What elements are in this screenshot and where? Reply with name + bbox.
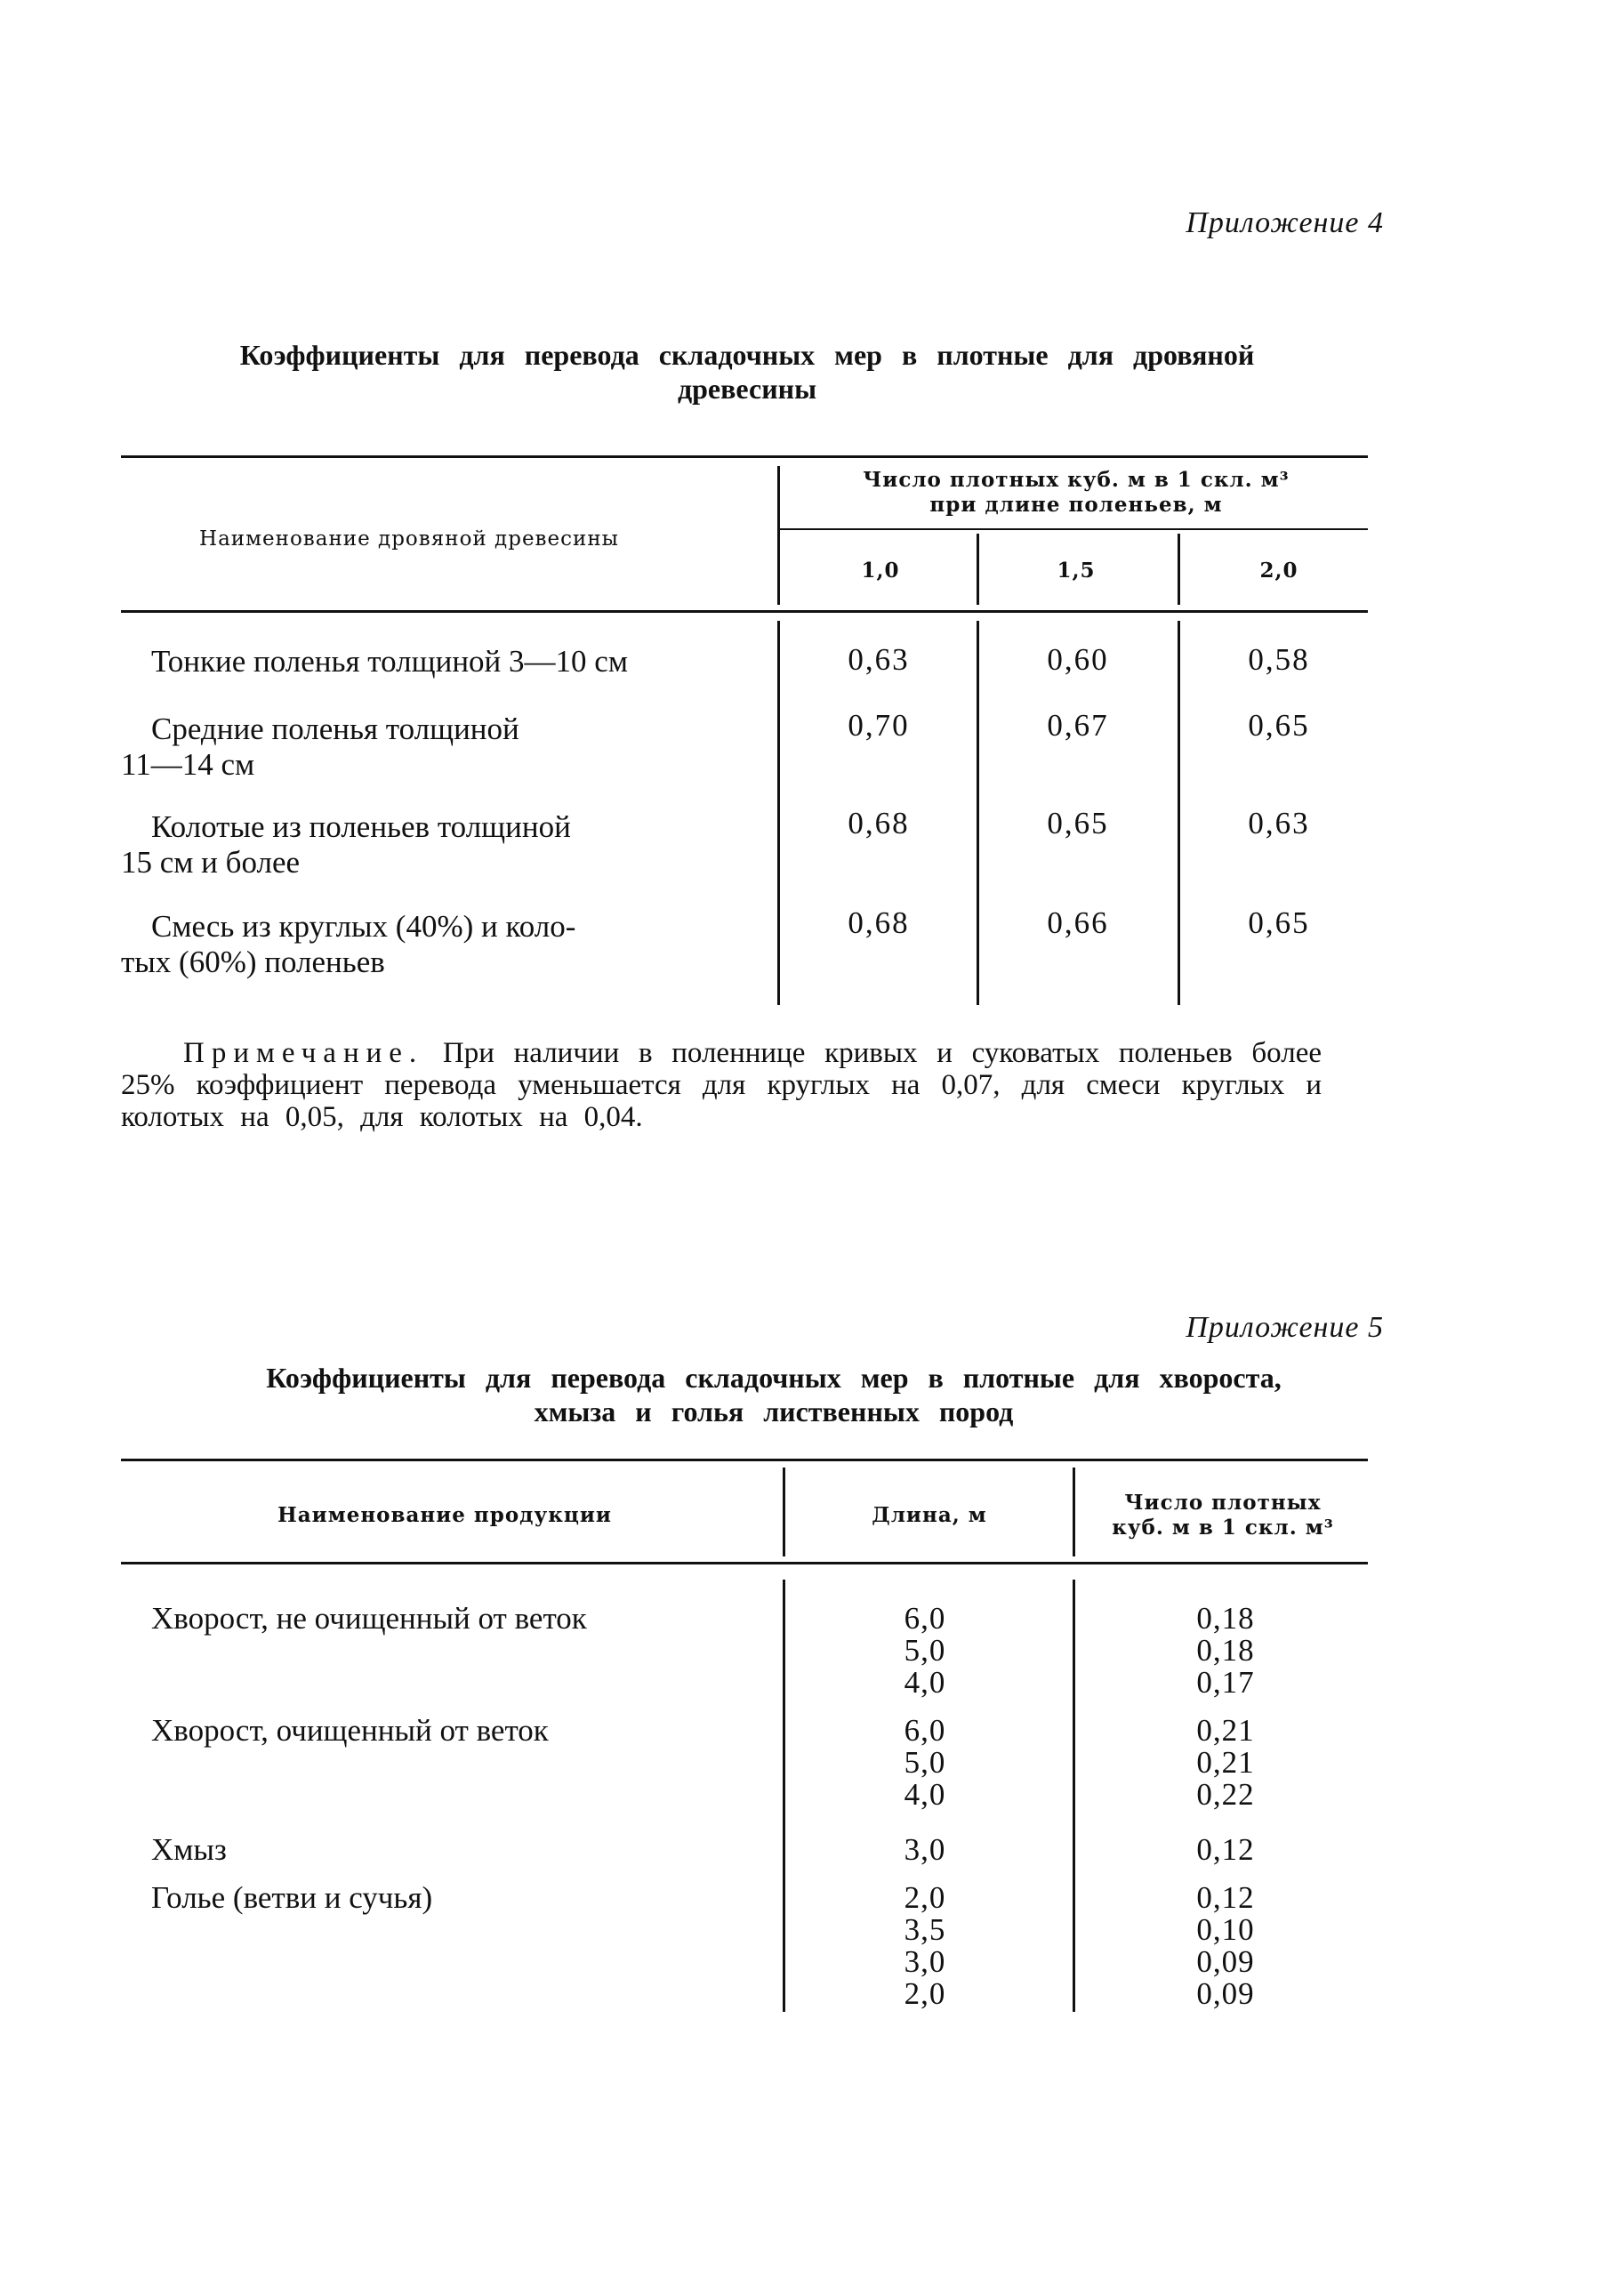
table-2-row-name: Хворост, не очищенный от веток: [151, 1601, 587, 1636]
table-2-coefs: 0,18 0,18 0,17: [1196, 1601, 1255, 1700]
table-2-header-divider: [783, 1468, 785, 1556]
table-2-length-header: Длина, м: [872, 1503, 987, 1527]
table-2-body-divider: [1073, 1580, 1075, 2012]
appendix-4-title: [125, 338, 1370, 406]
table-1-value: 0,60: [1047, 642, 1109, 677]
table-1-value: 0,63: [1248, 806, 1310, 840]
appendix-4-title-line-2: древесины: [677, 373, 817, 405]
table-1-top-rule: [121, 455, 1368, 458]
table-1-value: 0,65: [1047, 806, 1109, 840]
table-1-group-rule: [779, 528, 1368, 530]
table-2-coef-header: Число плотных куб. м в 1 скл. м³: [1112, 1491, 1334, 1540]
table-1-note: [121, 1037, 1322, 1133]
table-2-top-rule: [121, 1459, 1368, 1461]
table-1-row-name: Смесь из круглых (40%) и коло-: [151, 909, 576, 944]
table-1-body-divider: [1178, 621, 1180, 1005]
table-1-row-name: Средние поленья толщиной: [151, 712, 519, 746]
table-1-value: 0,67: [1047, 708, 1109, 743]
table-1-value: 0,63: [848, 642, 910, 677]
note-text: При наличии в поленнице кривых и суковатых поленьев более 25% коэффициент перевода уменьшается для круглых на 0,07, для смеси круглых и колотых на 0,05, для колотых на 0,04.: [121, 1037, 1323, 1133]
table-1-group-header: Число плотных куб. м в 1 скл. м³ при длине поленьев, м: [863, 468, 1290, 517]
table-2-header-rule: [121, 1562, 1368, 1564]
appendix-5-title-line-1: Коэффициенты для перевода складочных мер в плотные для хвороста,: [266, 1362, 1282, 1394]
table-1-value: 0,68: [848, 905, 910, 940]
table-1-value: 0,58: [1248, 642, 1310, 677]
table-1-value: 0,65: [1248, 905, 1310, 940]
table-2-coefs: 0,12 0,10 0,09 0,09: [1196, 1880, 1255, 2011]
table-1-value: 0,66: [1047, 905, 1109, 940]
table-1-body-divider: [977, 621, 979, 1005]
table-1-header-divider: [777, 466, 780, 605]
table-2-lengths: 2,0 3,5 3,0 2,0: [904, 1880, 946, 2011]
note-lead: Примечание.: [183, 1037, 424, 1069]
appendix-5-title: [160, 1361, 1387, 1428]
table-2-name-header: Наименование продукции: [277, 1503, 612, 1527]
table-2-lengths: 3,0: [904, 1832, 946, 1867]
table-1-header-divider: [977, 534, 979, 605]
table-2-row-name: Голье (ветви и сучья): [151, 1880, 433, 1915]
table-1-body-divider: [777, 621, 780, 1005]
table-2-coefs: 0,21 0,21 0,22: [1196, 1713, 1255, 1812]
table-1-row-name-cont: 11—14 см: [121, 747, 255, 782]
appendix-4-label: Приложение 4: [1186, 206, 1384, 239]
table-1-length-header: 1,0: [861, 559, 900, 583]
table-1-value: 0,65: [1248, 708, 1310, 743]
table-1-row-name: Колотые из поленьев толщиной: [151, 809, 571, 844]
table-2-row-name: Хмыз: [151, 1832, 227, 1867]
table-1-length-header: 1,5: [1057, 559, 1096, 583]
appendix-4-title-line-1: Коэффициенты для перевода складочных мер в плотные для дровяной: [239, 339, 1255, 371]
table-2-lengths: 6,0 5,0 4,0: [904, 1601, 946, 1700]
table-2-body-divider: [783, 1580, 785, 2012]
table-1-value: 0,70: [848, 708, 910, 743]
table-1-value: 0,68: [848, 806, 910, 840]
table-1-row-name-cont: тых (60%) поленьев: [121, 945, 385, 979]
table-2-coefs: 0,12: [1196, 1832, 1255, 1867]
table-1-length-header: 2,0: [1259, 559, 1298, 583]
table-2-row-name: Хворост, очищенный от веток: [151, 1713, 549, 1748]
table-1-row-name: Тонкие поленья толщиной 3—10 см: [151, 644, 628, 679]
table-1-row-name-cont: 15 см и более: [121, 845, 301, 880]
table-1-header-divider: [1178, 534, 1180, 605]
table-2-header-divider: [1073, 1468, 1075, 1556]
table-1-header-rule: [121, 610, 1368, 613]
appendix-5-title-line-2: хмыза и голья лиственных пород: [534, 1395, 1014, 1428]
table-1-name-header: Наименование дровяной древесины: [199, 527, 619, 551]
table-2-lengths: 6,0 5,0 4,0: [904, 1713, 946, 1812]
appendix-5-label: Приложение 5: [1186, 1311, 1384, 1344]
